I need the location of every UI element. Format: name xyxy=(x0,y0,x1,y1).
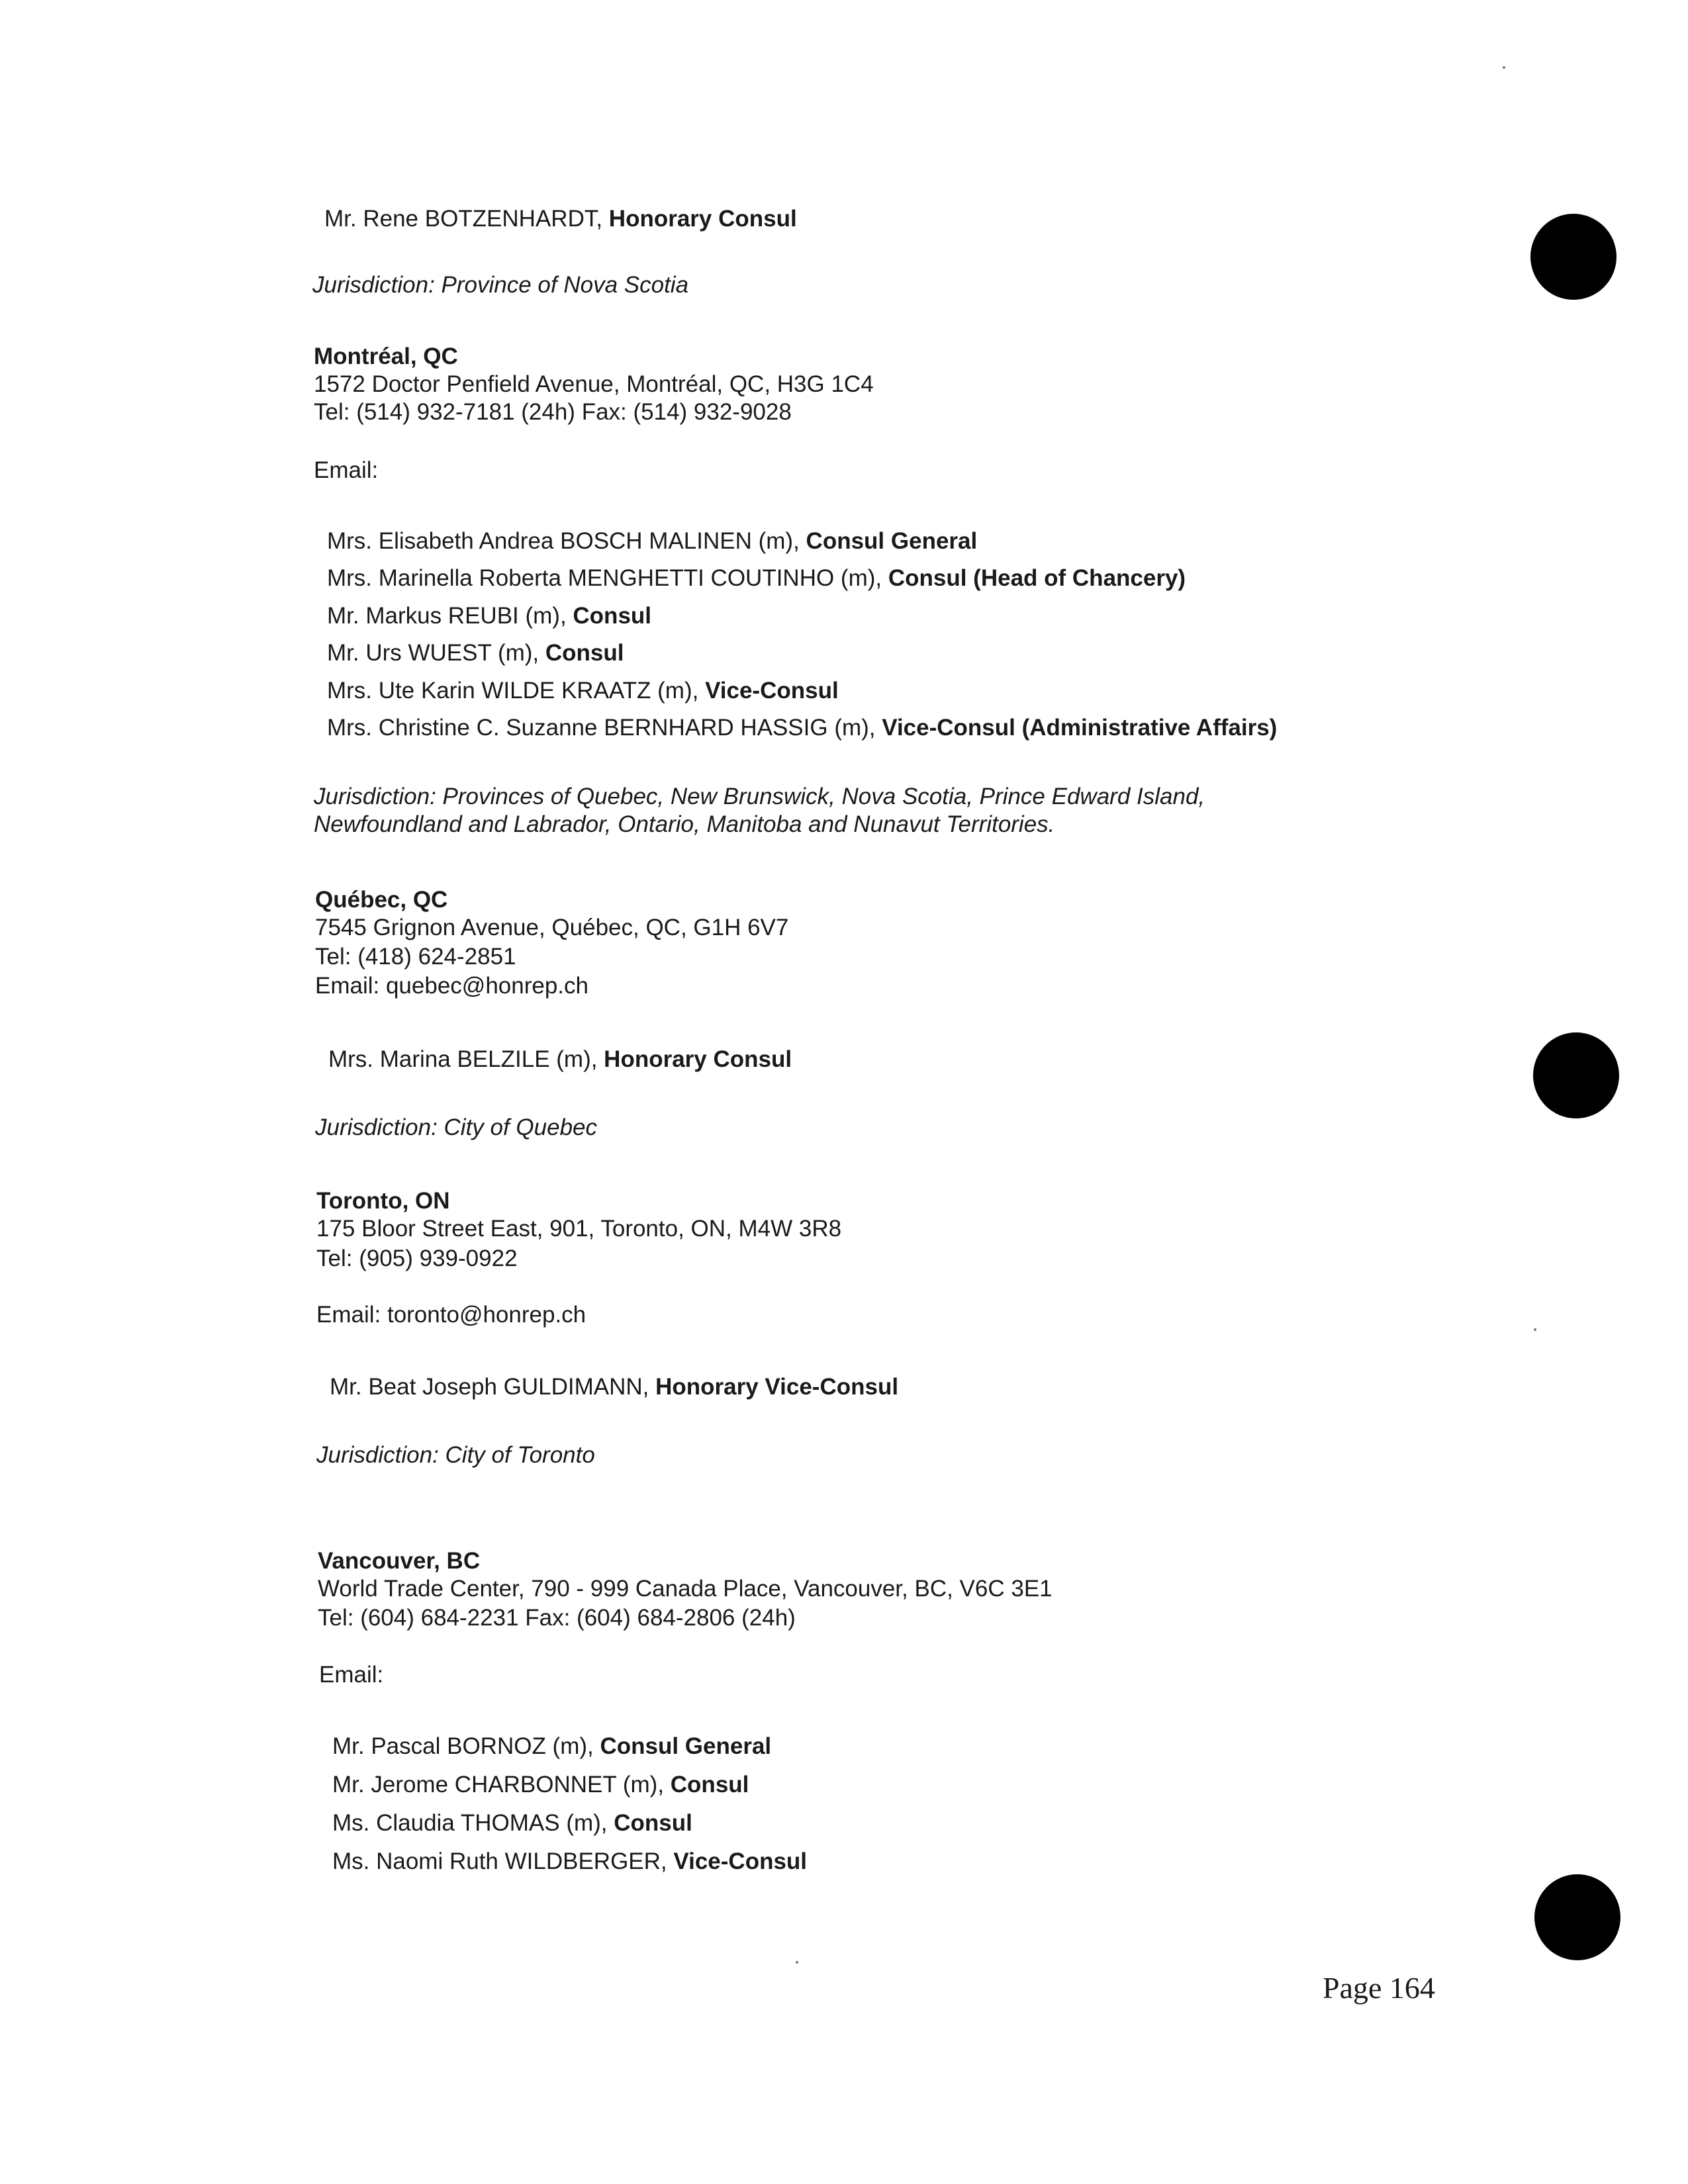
punch-hole-middle xyxy=(1533,1032,1619,1118)
email: Email: quebec@honrep.ch xyxy=(315,973,588,999)
person-title: Consul xyxy=(573,603,652,629)
person-name: Mrs. Marinella Roberta MENGHETTI COUTINHO (m), xyxy=(327,565,888,591)
person-title: Honorary Consul xyxy=(608,206,797,232)
telephone: Tel: (514) 932-7181 (24h) Fax: (514) 932-9028 xyxy=(314,399,792,425)
person-name: Mrs. Christine C. Suzanne BERNHARD HASSIG (m), xyxy=(327,715,882,741)
address: 7545 Grignon Avenue, Québec, QC, G1H 6V7 xyxy=(315,915,789,940)
scan-speck xyxy=(1503,66,1505,69)
person-title: Honorary Consul xyxy=(604,1046,792,1072)
punch-hole-bottom xyxy=(1534,1874,1620,1960)
person-name: Mr. Markus REUBI (m), xyxy=(327,603,573,629)
city-heading-montreal: Montréal, QC xyxy=(314,343,458,369)
person-name: Mr. Pascal BORNOZ (m), xyxy=(332,1733,600,1759)
staff-entry xyxy=(332,1809,692,1837)
address: World Trade Center, 790 - 999 Canada Place, Vancouver, BC, V6C 3E1 xyxy=(318,1576,1053,1602)
city-heading-vancouver: Vancouver, BC xyxy=(318,1548,481,1574)
person-name: Ms. Naomi Ruth WILDBERGER, xyxy=(332,1848,674,1874)
scan-speck xyxy=(796,1961,798,1964)
email: Email: xyxy=(314,457,379,483)
person-title: Consul xyxy=(670,1772,749,1797)
person-title: Vice-Consul xyxy=(673,1848,808,1874)
staff-entry xyxy=(332,1733,771,1760)
email: Email: xyxy=(319,1662,384,1688)
city-heading-toronto: Toronto, ON xyxy=(316,1188,450,1214)
staff-entry xyxy=(327,714,1277,742)
jurisdiction: Jurisdiction: City of Quebec xyxy=(315,1115,598,1140)
scan-speck xyxy=(1534,1328,1536,1331)
email: Email: toronto@honrep.ch xyxy=(316,1302,586,1328)
contact-person xyxy=(324,205,797,233)
jurisdiction-continued: Newfoundland and Labrador, Ontario, Manitoba and Nunavut Territories. xyxy=(314,811,1055,837)
staff-entry xyxy=(327,565,1186,592)
person-title: Consul (Head of Chancery) xyxy=(888,565,1186,591)
city-heading-quebec: Québec, QC xyxy=(315,887,448,913)
person-name: Mr. Beat Joseph GULDIMANN, xyxy=(330,1374,656,1400)
staff-entry xyxy=(332,1771,749,1799)
person-name: Mr. Urs WUEST (m), xyxy=(327,640,545,666)
person-name: Mr. Jerome CHARBONNET (m), xyxy=(332,1772,671,1797)
telephone: Tel: (604) 684-2231 Fax: (604) 684-2806 (24h) xyxy=(318,1605,796,1631)
person-title: Vice-Consul xyxy=(705,678,839,704)
staff-entry xyxy=(327,602,651,630)
address: 1572 Doctor Penfield Avenue, Montréal, QC, H3G 1C4 xyxy=(314,371,874,397)
telephone: Tel: (905) 939-0922 xyxy=(316,1246,518,1271)
person-title: Honorary Vice-Consul xyxy=(655,1374,899,1400)
person-title: Consul General xyxy=(600,1733,772,1759)
jurisdiction: Jurisdiction: Province of Nova Scotia xyxy=(312,272,689,298)
staff-entry xyxy=(332,1848,807,1876)
person-name: Mr. Rene BOTZENHARDT, xyxy=(324,206,609,232)
page-number: Page 164 xyxy=(1323,1971,1435,2005)
staff-entry xyxy=(327,527,977,555)
contact-person xyxy=(328,1046,792,1073)
staff-entry xyxy=(327,639,624,667)
person-name: Ms. Claudia THOMAS (m), xyxy=(332,1810,614,1836)
person-name: Mrs. Marina BELZILE (m), xyxy=(328,1046,604,1072)
address: 175 Bloor Street East, 901, Toronto, ON, M4W 3R8 xyxy=(316,1216,842,1242)
person-name: Mrs. Ute Karin WILDE KRAATZ (m), xyxy=(327,678,706,704)
person-title: Consul General xyxy=(806,528,978,554)
person-name: Mrs. Elisabeth Andrea BOSCH MALINEN (m), xyxy=(327,528,806,554)
punch-hole-top xyxy=(1530,214,1617,300)
contact-person xyxy=(330,1373,898,1401)
telephone: Tel: (418) 624-2851 xyxy=(315,944,516,970)
jurisdiction: Jurisdiction: Provinces of Quebec, New Brunswick, Nova Scotia, Prince Edward Island, xyxy=(314,784,1205,809)
jurisdiction: Jurisdiction: City of Toronto xyxy=(316,1442,595,1468)
person-title: Consul xyxy=(614,1810,692,1836)
staff-entry xyxy=(327,677,839,705)
person-title: Consul xyxy=(545,640,624,666)
person-title: Vice-Consul (Administrative Affairs) xyxy=(882,715,1278,741)
